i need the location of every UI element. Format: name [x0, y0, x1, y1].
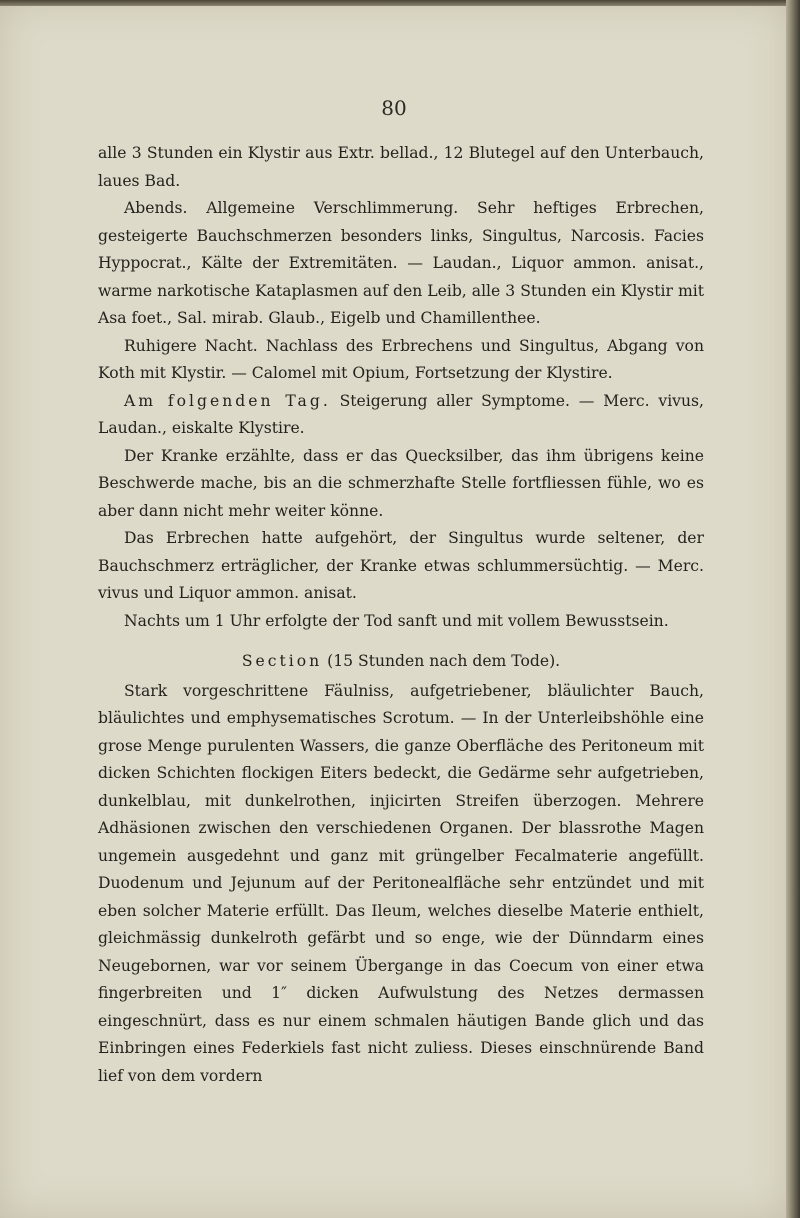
section-heading-word: Section	[241, 652, 323, 670]
paragraph-5: Der Kranke erzählte, dass er das Quecksilber, das ihm übrigens keine Beschwerde mache, bis an die schmerzhafte Stelle fortfliessen fühle, wo es aber dann nicht mehr weiter könne.	[98, 446, 704, 520]
paragraph-7: Nachts um 1 Uhr erfolgte der Tod sanft und mit vollem Bewusstsein.	[124, 611, 669, 630]
paragraph-6: Das Erbrechen hatte aufgehört, der Singultus wurde seltener, der Bauchschmerz erträglicher, der Kranke etwas schlummersüchtig. — Merc. vivus und Liquor ammon. anisat.	[98, 529, 704, 602]
spaced-heading-day: Am folgenden Tag.	[124, 391, 331, 410]
page-number: 80	[381, 96, 407, 120]
book-spine-edge	[786, 0, 800, 1218]
paragraph-4	[98, 388, 704, 443]
paragraph-3: Ruhigere Nacht. Nachlass des Erbrechens und Singultus, Abgang von Koth mit Klystir. — Calomel mit Opium, Fortsetzung der Klystire.	[98, 336, 704, 382]
body-text	[98, 140, 704, 1090]
paragraph-2: Abends. Allgemeine Verschlimmerung. Sehr heftiges Erbrechen, gesteigerte Bauchschmerzen besonders links, Singultus, Narcosis. Facies Hyppocrat., Kälte der Extremitäten. — Laudan., Liquor ammon. anisat., warme narkotische Kataplasmen auf den Leib, alle 3 Stunden ein Klystir mit Asa foet., Sal. mirab. Glaub., Eigelb und Chamillenthee.	[98, 199, 704, 327]
section-heading-text: (15 Stunden nach dem Tode).	[322, 652, 561, 670]
page-top-edge	[0, 0, 800, 6]
section-heading	[98, 648, 704, 678]
paragraph-9: Stark vorgeschrittene Fäulniss, aufgetriebener, bläulichter Bauch, bläulichtes und emphysematisches Scrotum. — In der Unterleibshöhle eine grose Menge purulenten Wassers, die ganze Oberfläche des Peritoneum mit dicken Schichten flockigen Eiters bedeckt, die Gedärme sehr aufgetrieben, dunkelblau, mit dunkelrothen, injicirten Streifen überzogen. Mehrere Adhäsionen zwischen den verschiedenen Organen. Der blassrothe Magen ungemein ausgedehnt und ganz mit grüngelber Fecalmaterie angefüllt. Duodenum und Jejunum auf der Peritonealfläche sehr entzündet und mit eben solcher Materie erfüllt. Das Ileum, welches dieselbe Materie enthielt, gleichmässig dunkelroth gefärbt und so enge, wie der Dünndarm eines Neugebornen, war vor seinem Übergange in das Coecum von einer etwa fingerbreiten und 1″ dicken Aufwulstung des Netzes dermassen eingeschnürt, dass es nur einem schmalen häutigen Bande glich und das Einbringen eines Federkiels fast nicht zuliess. Dieses einschnürende Band lief von dem vordern	[98, 681, 704, 1085]
paragraph-1: alle 3 Stunden ein Klystir aus Extr. bellad., 12 Blutegel auf den Unterbauch, laues Bad.	[98, 144, 704, 190]
paragraph-4-text: Steigerung aller Symptome. — Merc. vivus, Laudan., eiskalte Klystire.	[98, 391, 704, 437]
